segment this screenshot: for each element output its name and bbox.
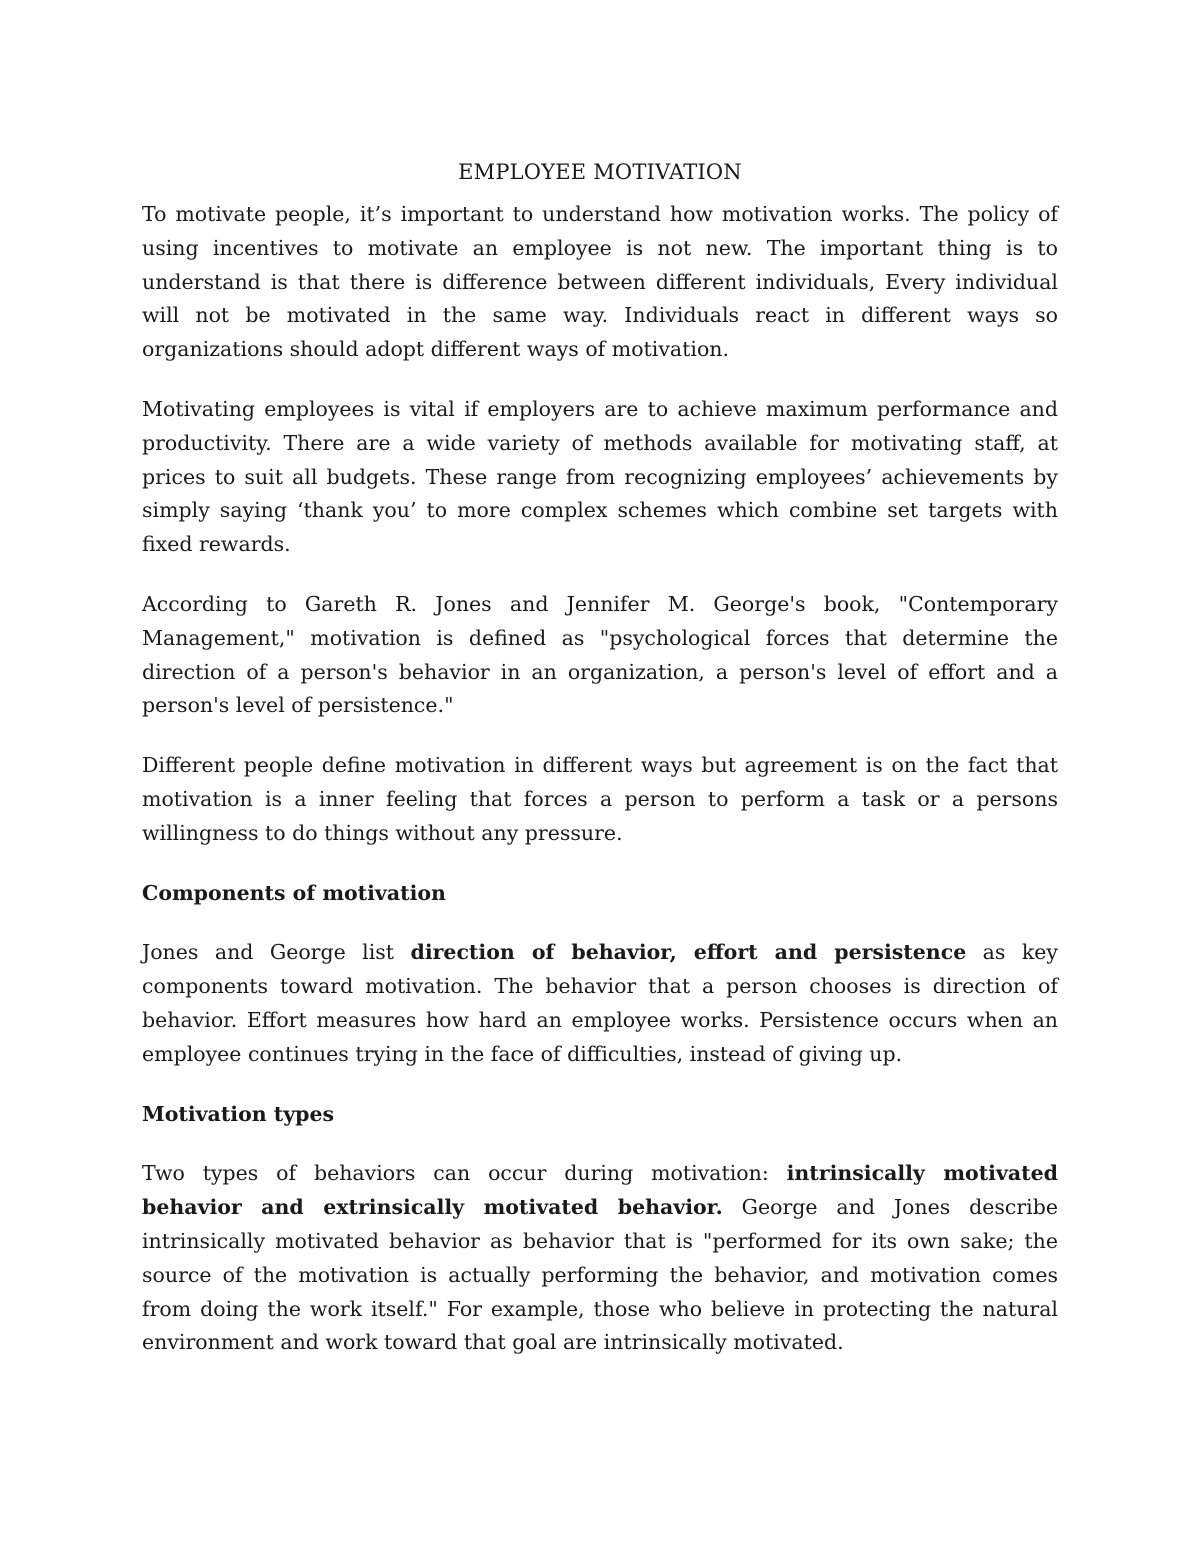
paragraph-components-text-start: Jones and George list [142,940,411,965]
document-page [142,160,1058,1386]
paragraph-types [142,1157,1058,1360]
paragraph-types-text-end: George and Jones describe intrinsically motivated behavior as behavior that is "performed for its own sake; the source of the motivation is actually performing the behavior, and motivation comes from doing the work itself." For example, those who believe in protecting the natural environment and work toward that goal are intrinsically motivated. [142,1195,1058,1355]
heading-components: Components of motivation [142,880,446,905]
paragraph-components [142,936,1058,1071]
paragraph-types-bold: intrinsically motivated behavior and extrinsically motivated behavior. [142,1161,1058,1220]
paragraph-types-text-start: Two types of behaviors can occur during motivation: [142,1161,787,1186]
paragraph-components-text-end: as key components toward motivation. The behavior that a person chooses is direction of behavior. Effort measures how hard an employee works. Persistence occurs when an employee continues trying in the face of difficulties, instead of giving up. [142,940,1058,1066]
heading-types: Motivation types [142,1101,335,1126]
paragraph-definition: According to Gareth R. Jones and Jennifer M. George's book, "Contemporary Management," motivation is defined as "psychological forces that determine the direction of a person's behavior in an organization, a person's level of effort and a person's level of persistence." [142,591,1058,718]
paragraph-different-views: Different people define motivation in different ways but agreement is on the fact that motivation is a inner feeling that forces a person to perform a task or a persons willingness to do things without any pressure. [142,753,1058,845]
paragraph-components-bold: direction of behavior, effort and persistence [410,940,967,965]
paragraph-intro: To motivate people, it’s important to understand how motivation works. The policy of using incentives to motivate an employee is not new. The important thing is to understand is that there is difference between different individuals, Every individual will not be motivated in the same way. Individuals react in different ways so organizations should adopt different ways of motivation. [142,202,1058,362]
document-title: EMPLOYEE MOTIVATION [458,160,742,184]
paragraph-importance: Motivating employees is vital if employers are to achieve maximum performance and productivity. There are a wide variety of methods available for motivating staff, at prices to suit all budgets. These range from recognizing employees’ achievements by simply saying ‘thank you’ to more complex schemes which combine set targets with fixed rewards. [142,396,1058,557]
